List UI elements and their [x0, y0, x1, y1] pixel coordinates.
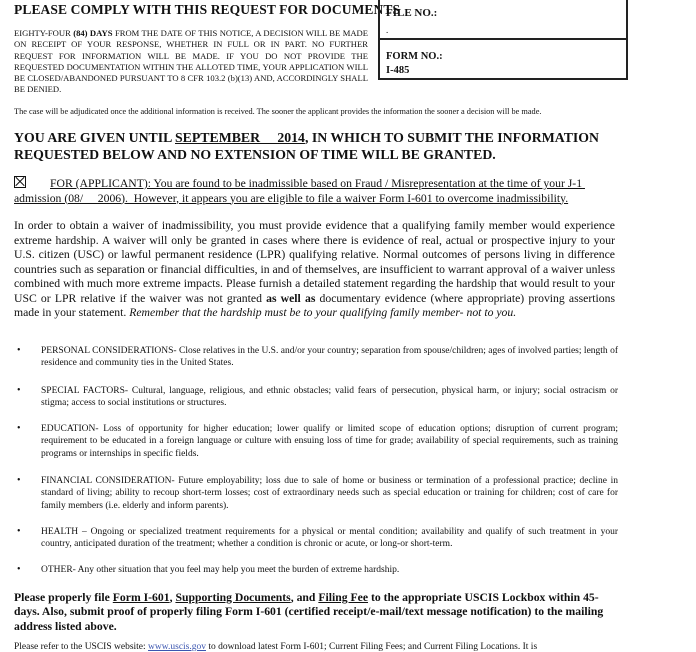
box-divider [380, 38, 626, 40]
hardship-text-1: In order to obtain a waiver of inadmissibility, you must provide evidence that a qualifying family member would experience extreme hardship. A waiver will only be granted in cases where there is evidence of real, actual or prospective injury to your U.S. citizen (USC) or lawful permanent residence (LPR) qualifying relative. Normal outcomes of persons living in difference countries such as separation or financial difficulties, in and of themselves, are insufficient to warrant approval of a waiver unless combined with much more extreme impacts. Please furnish a detailed statement regarding the hardship that would result to your USC or LPR relative if the waiver was not granted [14, 219, 615, 305]
list-item [14, 475, 618, 512]
notice-text-rest: FROM THE DATE OF THIS NOTICE, A DECISION WILL BE MADE ON RECEIPT OF YOUR RESPONSE, WHETHER IN FULL OR IN PART. NO FURTHER REQUEST FOR INFORMATION WILL BE MADE. IF YOU DO NOT PROVIDE THE REQUESTED DOCUMENTATION WITHIN THE ALLOTED TIME, YOUR APPLICATION WILL BE CLOSED/ABANDONED PURSUANT TO 8 CFR 103.2 (b)(13) AND, ACCORDINGLY SHALL BE DENIED. [14, 28, 368, 95]
deadline-date: SEPTEMBER 2014 [175, 130, 305, 145]
list-item [14, 345, 618, 370]
hardship-instructions [14, 219, 615, 321]
deadline-heading [14, 130, 624, 163]
deadline-pre: YOU ARE GIVEN UNTIL [14, 130, 175, 145]
list-item [14, 385, 618, 410]
form-i601-ref: Form I-601 [112, 591, 170, 604]
page-title: PLEASE COMPLY WITH THIS REQUEST FOR DOCUMENTS [14, 2, 401, 17]
website-reference [14, 642, 537, 652]
filing-instructions [14, 591, 615, 634]
adjudication-note: The case will be adjudicated once the additional information is received. The sooner the applicant provides the information the sooner a decision will be made. [14, 107, 542, 116]
hardship-text-2: documentary evidence (where appropriate) proving assertions made in your statement. [14, 291, 615, 319]
file-no-label: FILE NO.: [386, 7, 438, 19]
hardship-reminder: Remember that the hardship must be to your qualifying family member- not to you. [129, 306, 517, 319]
refer-text-1: Please refer to the USCIS website: [14, 642, 149, 652]
checked-box-icon [14, 176, 26, 188]
file-no-value: . [386, 25, 389, 35]
filing-text-2: to the appropriate USCIS Lockbox within 45-days. Also, submit proof of properly filing Form I-601 (certified receipt/e-mail/text message notification) to the mailing address listed above. [14, 591, 604, 633]
notice-days-bold: (84) DAYS [73, 28, 113, 38]
bullet-icon: • [17, 564, 21, 575]
filing-fee-ref: Filing Fee [318, 591, 369, 604]
filing-sep-1: , [169, 591, 176, 604]
form-no-value: I-485 [386, 65, 410, 76]
list-item [14, 423, 618, 460]
list-item-text: EDUCATION- Loss of opportunity for higher education; lower qualify or limited scope of education options; disruption of current program; requirement to be educated in a foreign language or culture with ensuing loss of time for grade; availability of special requirements, such as training programs or internships in specific fields. [41, 424, 618, 459]
hardship-bold: as well as [266, 291, 316, 305]
list-item-text: OTHER- Any other situation that you feel may help you meet the burden of extreme hardship. [41, 565, 400, 575]
notice-paragraph [14, 28, 368, 96]
applicant-finding [14, 176, 624, 206]
list-item [14, 526, 618, 551]
list-item-text: PERSONAL CONSIDERATIONS- Close relatives in the U.S. and/or your country; separation from spouse/children; ages of involved parties; length of residence and community ties in the United States. [41, 346, 618, 369]
bullet-icon: • [17, 526, 21, 537]
list-item-text: HEALTH – Ongoing or specialized treatment requirements for a physical or mental condition; availability and qualify of such treatment in your country, anticipated duration of the treatment; whether a condition is chronic or acute, or long-or short-term. [41, 527, 618, 550]
bullet-icon: • [17, 345, 21, 356]
supporting-docs-ref: Supporting Documents [175, 591, 291, 604]
notice-text-start: EIGHTY-FOUR [14, 28, 74, 38]
filing-sep-2: , and [290, 591, 319, 604]
list-item [14, 564, 618, 576]
form-no-label: FORM NO.: [386, 51, 443, 62]
filing-text-1: Please properly file [14, 591, 113, 604]
deadline-post: , IN WHICH TO SUBMIT THE INFORMATION REQUESTED BELOW AND NO EXTENSION OF TIME WILL BE GRANTED. [14, 130, 599, 162]
bullet-icon: • [17, 475, 21, 486]
refer-text-2: to download latest Form I-601; Current Filing Fees; and Current Filing Locations. It is [206, 642, 538, 652]
applicant-finding-text: FOR (APPLICANT): You are found to be inadmissible based on Fraud / Misrepresentation at the time of your J-1 admission (08/ 2006). However, it appears you are eligible to file a waiver Form I-601 to overcome inadmissibility. [14, 177, 585, 205]
uscis-website-link[interactable]: www.uscis.gov [148, 642, 206, 652]
bullet-icon: • [17, 385, 21, 396]
bullet-icon: • [17, 423, 21, 434]
list-item-text: FINANCIAL CONSIDERATION- Future employability; loss due to sale of home or business or termination of a professional practice; decline in standard of living; ability to recoup short-term losses; cost of extraordinary needs such as special education or training for children; cost of care for family members (i.e. elderly and inform parents). [41, 476, 618, 511]
list-item-text: SPECIAL FACTORS- Cultural, language, religious, and ethnic obstacles; valid fears of persecution, physical harm, or injury; social ostracism or stigma; access to social institutions or structures. [41, 386, 618, 409]
